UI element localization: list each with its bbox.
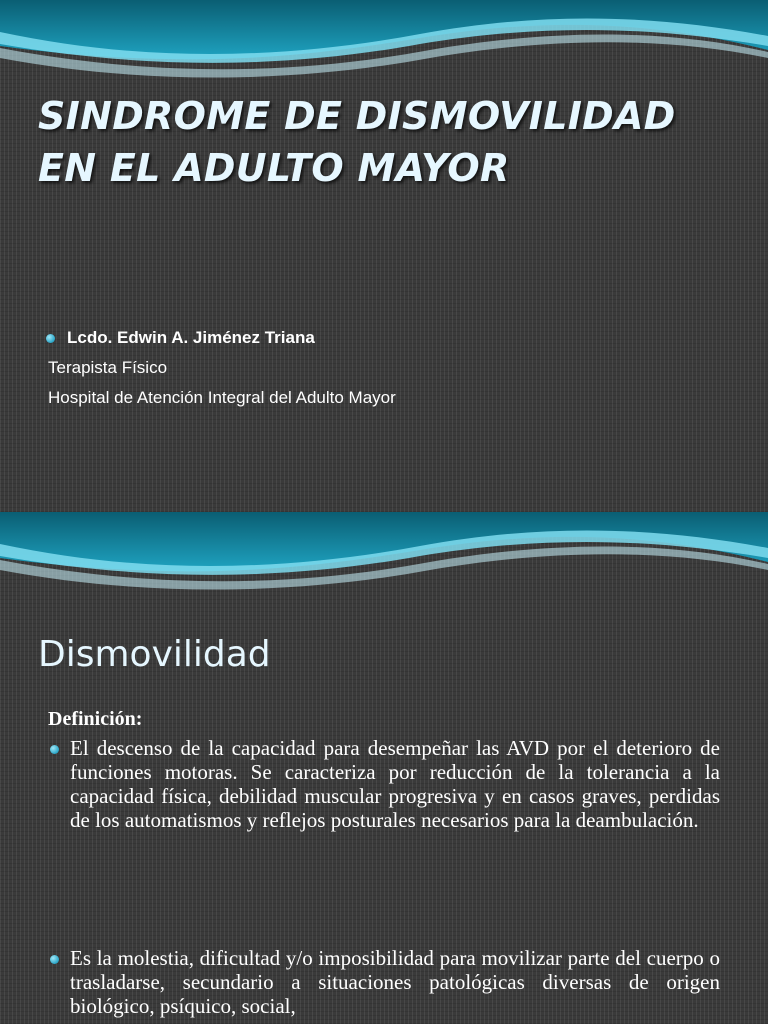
definition-label: Definición: [48, 708, 143, 730]
slide-heading: Dismovilidad [38, 634, 271, 675]
bullet-text-definition: El descenso de la capacidad para desempeñar las AVD por el deterioro de funciones motoras. Se caracteriza por reducción de la tolerancia a la capacidad física, debilidad muscular progresiva y en casos graves, perdidas de los automatismos y reflejos posturales necesarios para la deambulación. [70, 736, 720, 832]
author-institution: Hospital de Atención Integral del Adulto Mayor [48, 388, 396, 407]
author-name: Lcdo. Edwin A. Jiménez Triana [67, 328, 315, 347]
slide-title: SINDROME DE DISMOVILIDAD EN EL ADULTO MAYOR [38, 94, 676, 190]
bullet-icon [46, 334, 55, 343]
bullet-text-definition-2: Es la molestia, dificultad y/o imposibilidad para movilizar parte del cuerpo o trasladarse, secundario a situaciones patológicas diversas de origen biológico, psíquico, social, [70, 946, 720, 1018]
author-role: Terapista Físico [48, 358, 168, 377]
bullet-icon [50, 745, 59, 754]
author-bullet [46, 328, 315, 348]
definition-slide [0, 512, 768, 1024]
bullet-icon [50, 955, 59, 964]
wave-header-graphic [0, 0, 768, 90]
wave-header-graphic [0, 512, 768, 602]
